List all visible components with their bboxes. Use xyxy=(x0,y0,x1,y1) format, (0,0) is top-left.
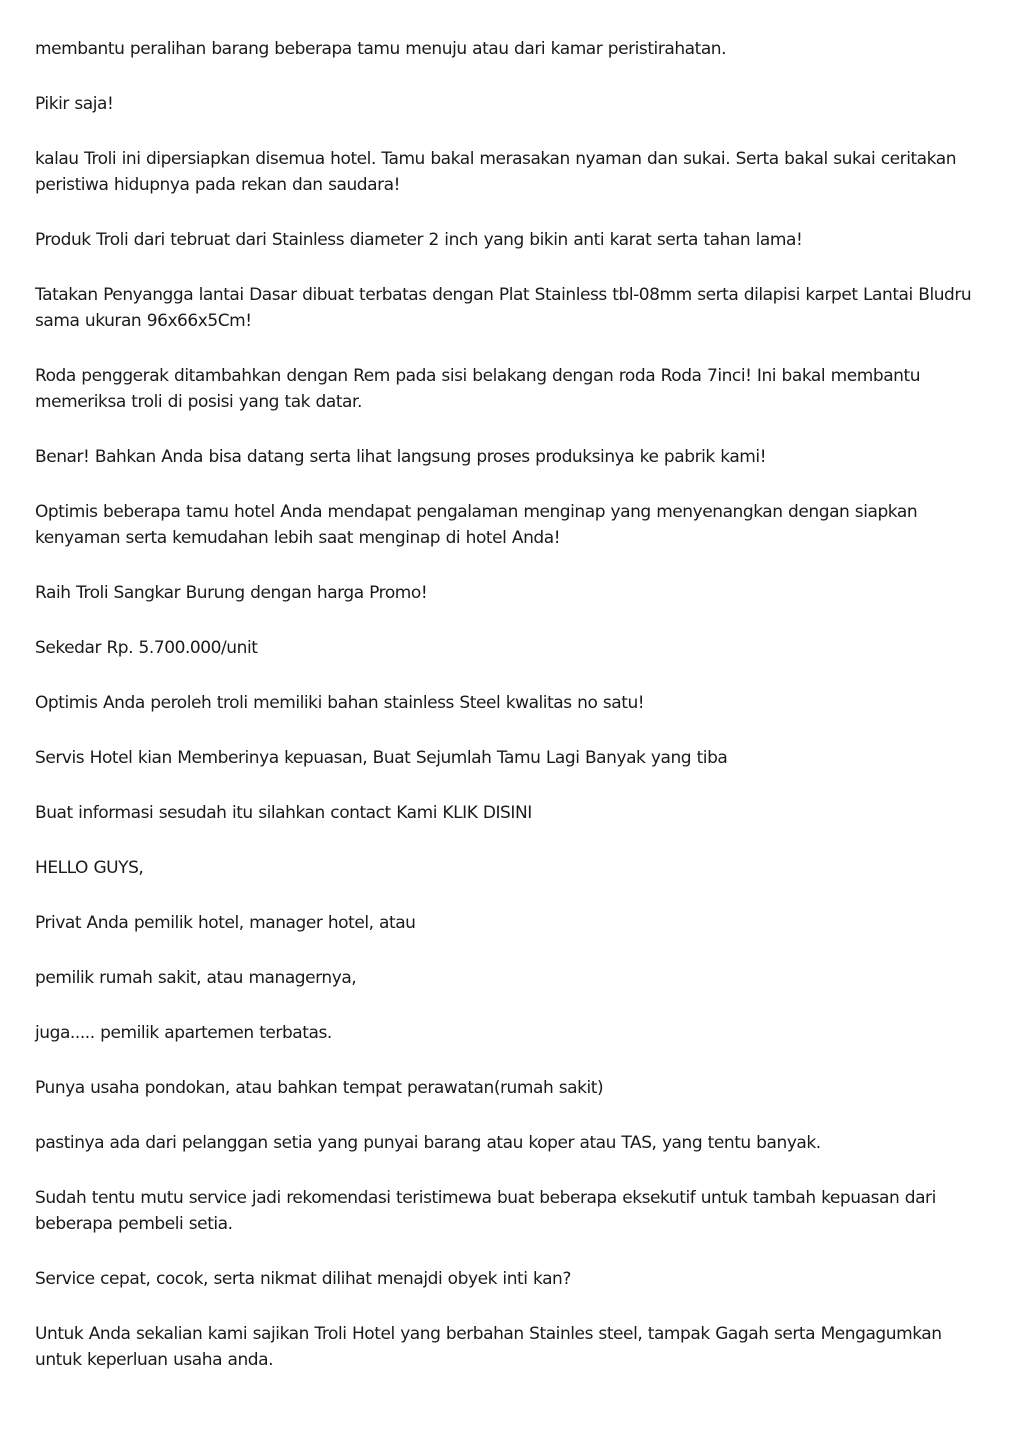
contact-paragraph: Buat informasi sesudah itu silahkan contact Kami KLIK DISINI xyxy=(35,803,532,823)
paragraph: Benar! Bahkan Anda bisa datang serta lihat langsung proses produksinya ke pabrik kami! xyxy=(35,447,767,467)
paragraph: pastinya ada dari pelanggan setia yang punyai barang atau koper atau TAS, yang tentu banyak. xyxy=(35,1133,821,1153)
paragraph: kalau Troli ini dipersiapkan disemua hotel. Tamu bakal merasakan nyaman dan sukai. Serta bakal sukai ceritakan peristiwa hidupnya pada rekan dan saudara! xyxy=(35,149,957,195)
paragraph: Service cepat, cocok, serta nikmat dilihat menajdi obyek inti kan? xyxy=(35,1269,571,1289)
paragraph: Privat Anda pemilik hotel, manager hotel, atau xyxy=(35,913,416,933)
paragraph: Sudah tentu mutu service jadi rekomendasi teristimewa buat beberapa eksekutif untuk tambah kepuasan dari beberapa pembeli setia. xyxy=(35,1188,936,1234)
paragraph: Optimis Anda peroleh troli memiliki bahan stainless Steel kwalitas no satu! xyxy=(35,693,645,713)
paragraph: membantu peralihan barang beberapa tamu menuju atau dari kamar peristirahatan. xyxy=(35,39,727,59)
paragraph: Produk Troli dari tebruat dari Stainless diameter 2 inch yang bikin anti karat serta tahan lama! xyxy=(35,230,803,250)
price-paragraph: Sekedar Rp. 5.700.000/unit xyxy=(35,638,258,658)
greeting-paragraph: HELLO GUYS, xyxy=(35,858,144,878)
paragraph: Raih Troli Sangkar Burung dengan harga Promo! xyxy=(35,583,428,603)
paragraph: Tatakan Penyangga lantai Dasar dibuat terbatas dengan Plat Stainless tbl-08mm serta dilapisi karpet Lantai Bludru sama ukuran 96x66x5Cm! xyxy=(35,285,972,331)
paragraph: Punya usaha pondokan, atau bahkan tempat perawatan(rumah sakit) xyxy=(35,1078,604,1098)
paragraph: Roda penggerak ditambahkan dengan Rem pada sisi belakang dengan roda Roda 7inci! Ini bakal membantu memeriksa troli di posisi yang tak datar. xyxy=(35,366,921,412)
paragraph: Servis Hotel kian Memberinya kepuasan, Buat Sejumlah Tamu Lagi Banyak yang tiba xyxy=(35,748,728,768)
paragraph: Untuk Anda sekalian kami sajikan Troli Hotel yang berbahan Stainles steel, tampak Gagah serta Mengagumkan untuk keperluan usaha anda. xyxy=(35,1324,942,1370)
paragraph: pemilik rumah sakit, atau managernya, xyxy=(35,968,357,988)
paragraph: Pikir saja! xyxy=(35,94,114,114)
paragraph: Optimis beberapa tamu hotel Anda mendapat pengalaman menginap yang menyenangkan dengan siapkan kenyaman serta kemudahan lebih saat menginap di hotel Anda! xyxy=(35,502,918,548)
paragraph: juga..... pemilik apartemen terbatas. xyxy=(35,1023,332,1043)
